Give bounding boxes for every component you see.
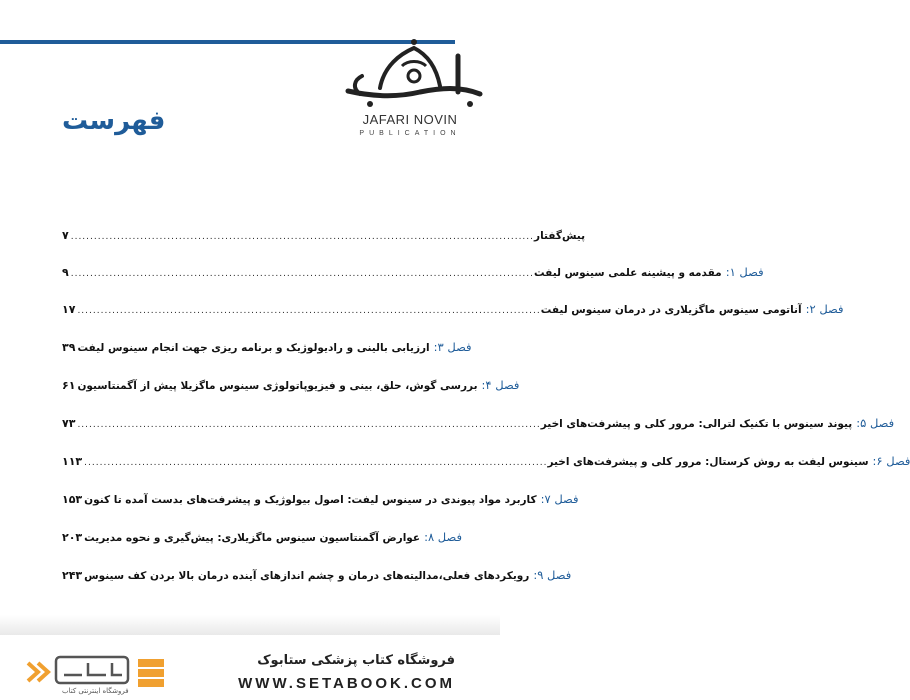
toc-leader-dots: ........................................................................................................................	[70, 232, 535, 242]
toc-entry-title: سینوس لیفت به روش کرستال: مرور کلی و پیشرفت‌های اخیر	[547, 456, 869, 468]
publisher-logo	[330, 28, 490, 138]
toc-page-number: ۳۹	[62, 341, 76, 354]
toc-entry-text	[84, 568, 571, 582]
toc-page-number: ۷	[62, 229, 69, 242]
toc-entry-text	[84, 492, 578, 506]
toc-entry[interactable]	[62, 334, 472, 354]
toc-entry-text	[84, 530, 462, 544]
toc-entry[interactable]	[62, 562, 572, 582]
toc-entry-title: آناتومی سینوس ماگزیلاری در درمان سینوس لیفت	[540, 304, 802, 316]
toc-entry-title: رویکردهای فعلی،مدالیته‌های درمان و چشم اندازهای آینده درمان بالا بردن کف سینوس	[84, 570, 530, 582]
toc-entry[interactable]	[62, 372, 520, 392]
store-footer	[0, 635, 500, 700]
toc-leader-dots: ........................................................................................................................	[77, 306, 541, 316]
toc-entry-title: پیوند سینوس با تکنیک لترالی: مرور کلی و پیشرفت‌های اخیر	[540, 418, 853, 430]
toc-entry[interactable]	[62, 486, 579, 506]
toc-entry-text	[547, 454, 910, 468]
toc-entry-title: کاربرد مواد پیوندی در سینوس لیفت: اصول بیولوژیک و پیشرفت‌های بدست آمده تا کنون	[84, 494, 537, 506]
toc-entry[interactable]	[62, 222, 586, 242]
toc-chapter-label: فصل ۵:	[856, 416, 895, 430]
toc-entry-text	[534, 265, 764, 279]
toc-leader-dots: ........................................................................................................................	[70, 269, 535, 279]
publisher-subtitle: PUBLICATION	[359, 130, 461, 137]
footer-shade	[0, 615, 500, 635]
toc-chapter-label: فصل ۸:	[424, 530, 462, 544]
toc-page-number: ۹	[62, 266, 69, 279]
toc-leader-dots: ........................................................................................................................	[84, 458, 548, 468]
toc-chapter-label: فصل ۷:	[540, 492, 579, 506]
toc-entry-text	[77, 378, 519, 392]
toc-page-number: ۲۰۳	[62, 531, 83, 544]
toc-entry-title: مقدمه و پیشینه علمی سینوس لیفت	[534, 267, 722, 279]
toc-entry[interactable]	[62, 524, 462, 544]
toc-page-number: ۱۷	[62, 303, 76, 316]
publisher-name: JAFARI NOVIN	[362, 112, 458, 127]
toc-chapter-label: فصل ۴:	[481, 378, 520, 392]
toc-entry-text	[541, 416, 894, 430]
toc-entry[interactable]	[62, 448, 910, 468]
toc-page-number: ۱۱۳	[62, 455, 83, 468]
toc-entry-title: ارزیابی بالینی و رادیولوژیک و برنامه ریزی جهت انجام سینوس لیفت	[77, 342, 430, 354]
toc-page-number: ۱۵۳	[62, 493, 83, 506]
toc-entry-title: عوارض آگمنتاسیون سینوس ماگزیلاری: پیش‌گیری و نحوه مدیریت	[84, 532, 421, 544]
toc-page-number: ۶۱	[62, 379, 76, 392]
toc-entry-title: پیش‌گفتار	[534, 230, 586, 242]
toc-chapter-label: فصل ۲:	[805, 302, 844, 316]
calligraphy-logo-icon	[340, 36, 488, 114]
store-website[interactable]: WWW.SETABOOK.COM	[238, 675, 455, 692]
logo-subtext: فروشگاه اینترنتی کتاب	[62, 687, 129, 695]
toc-entry-title: بررسی گوش، حلق، بینی و فیزیوپاتولوژی سینوس ماگزیلا پیش از آگمنتاسیون	[77, 380, 478, 392]
page-title: فهرست	[62, 106, 166, 136]
toc-chapter-label: فصل ۳:	[433, 340, 472, 354]
toc-chapter-label: فصل ۹:	[533, 568, 572, 582]
toc-entry-text	[541, 302, 844, 316]
toc-entry[interactable]	[62, 410, 895, 430]
toc-page-number: ۷۳	[62, 417, 76, 430]
toc-page-number: ۲۴۳	[62, 569, 83, 582]
store-name: فروشگاه کتاب پزشکی ستابوک	[257, 653, 455, 668]
toc-chapter-label: فصل ۶:	[872, 454, 910, 468]
toc-entry-text	[534, 228, 589, 242]
setabook-logo-icon	[22, 649, 172, 695]
toc-entry[interactable]	[62, 296, 844, 316]
toc-chapter-label: فصل ۱:	[725, 265, 764, 279]
toc-entry[interactable]	[62, 259, 764, 279]
toc-entry-text	[77, 340, 471, 354]
toc-leader-dots: ........................................................................................................................	[77, 420, 541, 430]
